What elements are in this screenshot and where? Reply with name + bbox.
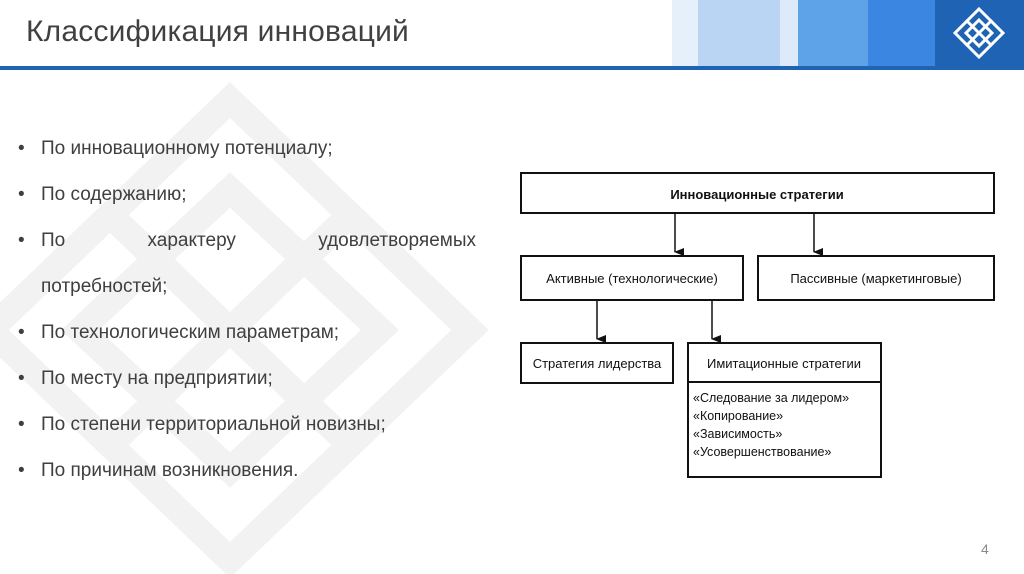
header-rule [0, 66, 1024, 70]
imitation-item: «Следование за лидером» [693, 391, 850, 405]
logo-emblem-icon [935, 0, 1024, 66]
header-strip-5 [868, 0, 935, 66]
bullet-item: • По характеру удовлетворяемых потребностей; [18, 230, 476, 297]
header-strip-3 [780, 0, 798, 66]
bullet-item: • По степени территориальной новизны; [18, 414, 386, 435]
bullet-item: • По инновационному потенциалу; [18, 138, 333, 159]
bullet-continuation: потребностей; [41, 276, 168, 297]
header-strip-4 [798, 0, 868, 66]
active-label: Активные (технологические) [546, 271, 718, 286]
bullet-word: характеру [147, 230, 236, 251]
logo [935, 0, 1024, 66]
bullet-item: • По причинам возникновения. [18, 460, 299, 481]
imitation-item: «Копирование» [693, 409, 784, 423]
imitation-label: Имитационные стратегии [707, 356, 861, 371]
header-strip-1 [672, 0, 698, 66]
page-number: 4 [981, 541, 989, 557]
bullet-item: • По технологическим параметрам; [18, 322, 340, 343]
passive-label: Пассивные (маркетинговые) [790, 271, 962, 286]
header-strip-2 [698, 0, 780, 66]
root-label: Инновационные стратегии [670, 187, 844, 202]
bullet-item: • По месту на предприятии; [18, 368, 273, 389]
imitation-item: «Зависимость» [693, 427, 783, 441]
imitation-item: «Усовершенствование» [693, 445, 832, 459]
strategy-diagram [515, 168, 1000, 483]
header [0, 0, 1024, 70]
page-title: Классификация инноваций [26, 15, 410, 48]
bullet-word: удовлетворяемых [318, 230, 476, 251]
bullet-list [18, 138, 476, 506]
bullet-item: • По содержанию; [18, 184, 187, 205]
bullet-word: По [41, 230, 66, 251]
leadership-label: Стратегия лидерства [532, 356, 662, 371]
